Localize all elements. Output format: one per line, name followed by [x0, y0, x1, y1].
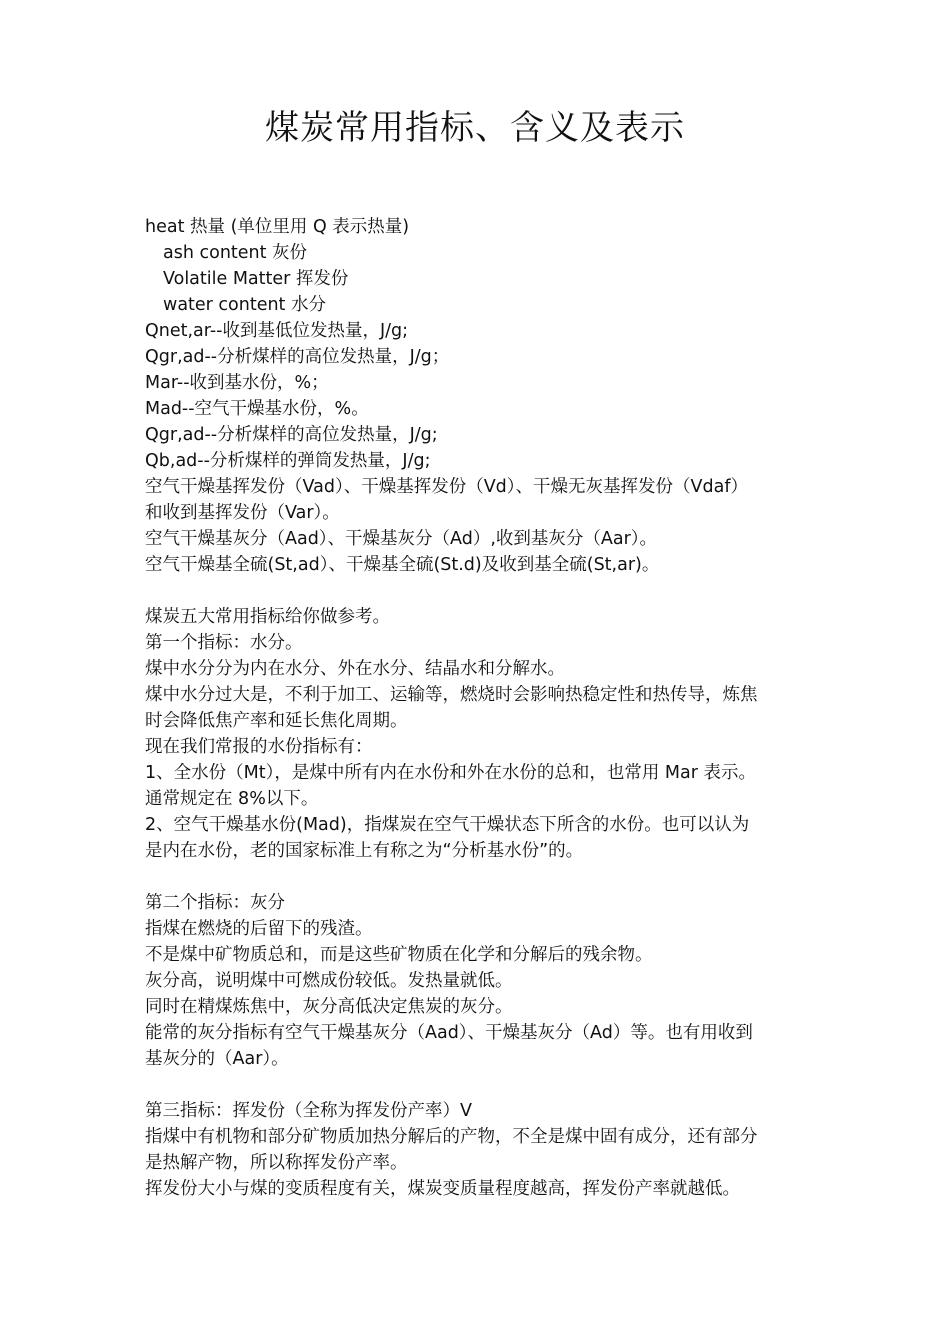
text-line: Mad--空气干燥基水份，%。	[145, 399, 369, 419]
text-line: 灰分高，说明煤中可燃成份较低。发热量就低。	[145, 971, 513, 991]
text-line: 空气干燥基全硫(St,ad）、干燥基全硫(St.d)及收到基全硫(St,ar)。	[145, 555, 660, 575]
document-title: 煤炭常用指标、含义及表示	[265, 108, 685, 148]
text-line: ash content 灰份	[163, 243, 308, 263]
text-line: water content 水分	[163, 295, 326, 315]
text-line: heat 热量 (单位里用 Q 表示热量)	[145, 217, 410, 237]
text-line: 是内在水份，老的国家标准上有称之为“分析基水份”的。	[145, 841, 584, 861]
text-line: Volatile Matter 挥发份	[163, 269, 349, 289]
blank-line	[145, 578, 815, 604]
text-line: 煤中水分分为内在水分、外在水分、结晶水和分解水。	[145, 659, 565, 679]
text-line: 第三指标：挥发份（全称为挥发份产率）V	[145, 1101, 472, 1121]
text-line: 第二个指标：灰分	[145, 893, 285, 913]
text-line: 挥发份大小与煤的变质程度有关，煤炭变质量程度越高，挥发份产率就越低。	[145, 1179, 740, 1199]
text-line: Qgr,ad--分析煤样的高位发热量，J/g;	[145, 425, 438, 445]
text-line: 空气干燥基挥发份（Vad）、干燥基挥发份（Vd）、干燥无灰基挥发份（Vdaf）	[145, 477, 748, 497]
text-line: 煤炭五大常用指标给你做参考。	[145, 607, 390, 627]
text-line: 第一个指标：水分。	[145, 633, 303, 653]
text-line: Qnet,ar--收到基低位发热量，J/g;	[145, 321, 409, 341]
text-line: 是热解产物，所以称挥发份产率。	[145, 1153, 408, 1173]
text-line: 1、全水份（Mt），是煤中所有内在水份和外在水份的总和，也常用 Mar 表示。	[145, 763, 756, 783]
text-line: 通常规定在 8%以下。	[145, 789, 319, 809]
text-line: 煤中水分过大是，不利于加工、运输等，燃烧时会影响热稳定性和热传导，炼焦	[145, 685, 758, 705]
text-line: 和收到基挥发份（Var）。	[145, 503, 340, 523]
text-line: 空气干燥基灰分（Aad）、干燥基灰分（Ad）,收到基灰分（Aar）。	[145, 529, 658, 549]
text-line: 指煤中有机物和部分矿物质加热分解后的产物，不全是煤中固有成分，还有部分	[145, 1127, 758, 1147]
text-line: 能常的灰分指标有空气干燥基灰分（Aad）、干燥基灰分（Ad）等。也有用收到	[145, 1023, 753, 1043]
text-line: 基灰分的（Aar）。	[145, 1049, 289, 1069]
blank-line	[145, 1072, 815, 1098]
document-body	[145, 214, 815, 1202]
blank-line	[145, 864, 815, 890]
text-line: 指煤在燃烧的后留下的残渣。	[145, 919, 373, 939]
text-line: 2、空气干燥基水份(Mad)，指煤炭在空气干燥状态下所含的水份。也可以认为	[145, 815, 750, 835]
text-line: 不是煤中矿物质总和，而是这些矿物质在化学和分解后的残余物。	[145, 945, 653, 965]
text-line: Qgr,ad--分析煤样的高位发热量，J/g；	[145, 347, 450, 367]
text-line: 时会降低焦产率和延长焦化周期。	[145, 711, 408, 731]
text-line: Mar--收到基水份，%；	[145, 373, 329, 393]
text-line: 现在我们常报的水份指标有：	[145, 737, 373, 757]
text-line: 同时在精煤炼焦中，灰分高低决定焦炭的灰分。	[145, 997, 513, 1017]
text-line: Qb,ad--分析煤样的弹筒发热量，J/g;	[145, 451, 431, 471]
